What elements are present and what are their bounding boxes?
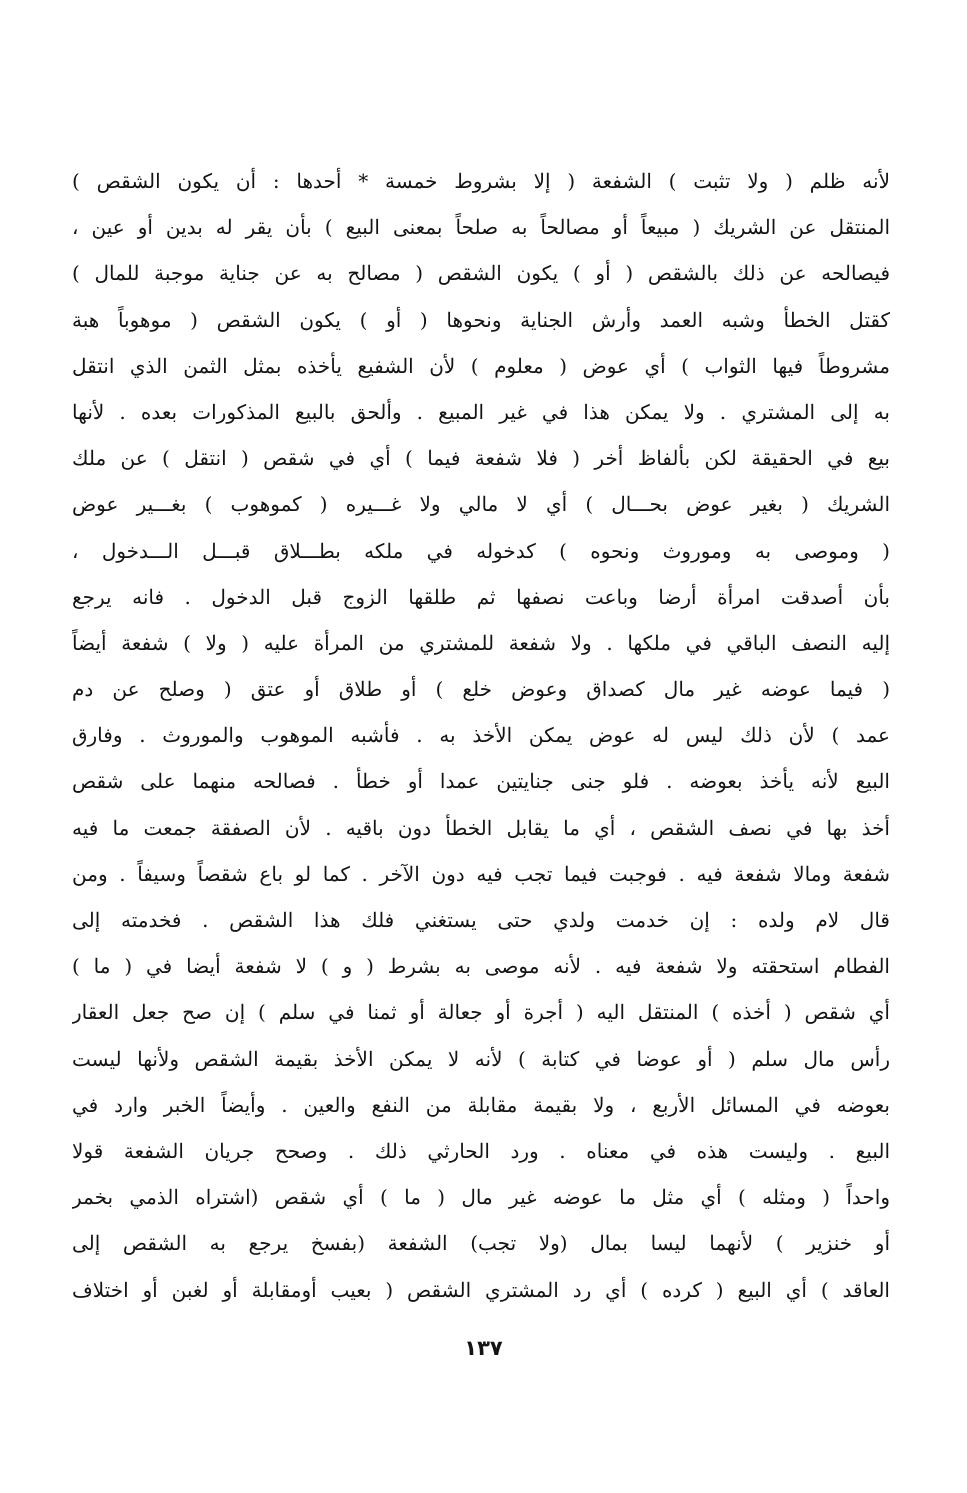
text-line: به إلى المشتري . ولا يمكن هذا في غير المبيع . وألحق بالبيع المذكورات بعده . لأنها: [72, 399, 890, 424]
text-line: بأن أصدقت امرأة أرضا وباعت نصفها ثم طلقها الزوج قبل الدخول . فانه يرجع: [72, 584, 890, 609]
text-line: ( فيما عوضه غير مال كصداق وعوض خلع ) أو طلاق أو عتق ( وصلح عن دم: [72, 677, 890, 702]
text-line: لأنه ظلم ( ولا تثبت ) الشفعة ( إلا بشروط خمسة * أحدها : أن يكون الشقص ): [72, 169, 890, 193]
text-line: بعوضه في المسائل الأربع ، ولا بقيمة مقابلة من النفع والعين . وأيضاً الخبر وارد في: [72, 1092, 890, 1117]
text-line: أي شقص ( أخذه ) المنتقل اليه ( أجرة أو جعالة أو ثمنا في سلم ) إن صح جعل العقار: [72, 1000, 890, 1025]
text-line: كقتل الخطأ وشبه العمد وأرش الجناية ونحوها ( أو ) يكون الشقص ( موهوباً هبة: [72, 307, 890, 332]
text-line: عمد ) لأن ذلك ليس له عوض يمكن الأخذ به . فأشبه الموهوب والموروث . وفارق: [72, 723, 890, 748]
text-line: العاقد ) أي البيع ( كرده ) أي رد المشتري الشقص ( بعيب أومقابلة أو لغبن أو اختلاف: [72, 1277, 890, 1302]
text-line: واحداً ( ومثله ) أي مثل ما عوضه غير مال ( ما ) أي شقص (اشتراه الذمي بخمر: [72, 1185, 890, 1210]
body-text: [72, 158, 890, 1313]
text-line: الشريك ( بغير عوض بحـــال ) أي لا مالي ولا غـــيره ( كموهوب ) بغـــير عوض: [72, 492, 890, 517]
text-line: فيصالحه عن ذلك بالشقص ( أو ) يكون الشقص ( مصالح به عن جناية موجبة للمال ): [72, 261, 890, 286]
text-line: البيع . وليست هذه في معناه . ورد الحارثي ذلك . وصحح جريان الشفعة قولا: [72, 1138, 890, 1163]
text-line: قال لام ولده : إن خدمت ولدي حتى يستغني فلك هذا الشقص . فخدمته إلى: [72, 908, 890, 932]
text-line: البيع لأنه يأخذ بعوضه . فلو جنى جنايتين عمدا أو خطأ . فصالحه منهما على شقص: [72, 769, 890, 794]
page-number: ١٣٧: [464, 1336, 503, 1360]
text-line: الفطام استحقته ولا شفعة فيه . لأنه موصى به بشرط ( و ) لا شفعة أيضا في ( ما ): [72, 954, 890, 979]
text-line: مشروطاً فيها الثواب ) أي عوض ( معلوم ) لأن الشفيع يأخذه بمثل الثمن الذي انتقل: [72, 353, 890, 378]
text-line: رأس مال سلم ( أو عوضا في كتابة ) لأنه لا يمكن الأخذ بقيمة الشقص ولأنها ليست: [72, 1046, 890, 1071]
text-line: إليه النصف الباقي في ملكها . ولا شفعة للمشتري من المرأة عليه ( ولا ) شفعة أيضاً: [72, 630, 890, 655]
text-line: شفعة ومالا شفعة فيه . فوجبت فيما تجب فيه دون الآخر . كما لو باع شقصاً وسيفاً . ومن: [72, 861, 890, 886]
text-line: ( وموصى به وموروث ونحوه ) كدخوله في ملكه بطـــلاق قبـــل الـــدخول ،: [72, 538, 890, 563]
text-line: المنتقل عن الشريك ( مبيعاً أو مصالحاً به صلحاً بمعنى البيع ) بأن يقر له بدين أو عين ،: [72, 215, 890, 240]
text-line: بيع في الحقيقة لكن بألفاظ أخر ( فلا شفعة فيما ) أي في شقص ( انتقل ) عن ملك: [72, 446, 890, 471]
text-line: أخذ بها في نصف الشقص ، أي ما يقابل الخطأ دون باقيه . لأن الصفقة جمعت ما فيه: [72, 815, 890, 840]
text-line: أو خنزير ) لأنهما ليسا بمال (ولا تجب) الشفعة (بفسخ يرجع به الشقص إلى: [72, 1231, 890, 1256]
